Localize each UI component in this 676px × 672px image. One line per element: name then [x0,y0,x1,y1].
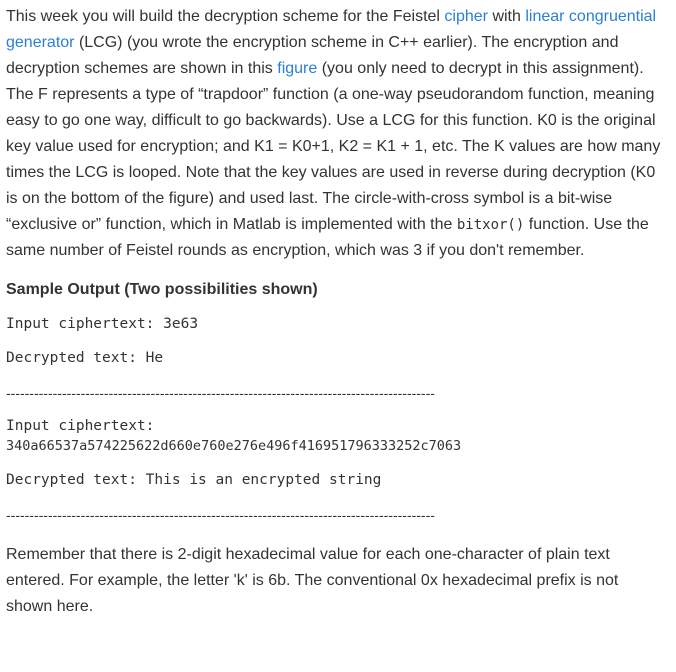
intro-text-2: with [488,8,526,25]
intro-text-3: (LCG) (you wrote the encryption scheme in C++ earlier). The encryption and decryption schemes are shown in this [6,34,619,77]
example1-output: Decrypted text: He [6,350,164,366]
cipher-link[interactable]: cipher [444,8,488,25]
intro-paragraph [6,4,668,264]
example2-input-label: Input ciphertext: [6,418,155,434]
intro-text-1: This week you will build the decryption scheme for the Feistel [6,8,445,25]
sample-output-heading: Sample Output (Two possibilities shown) [6,281,318,298]
example1-input: Input ciphertext: 3e63 [6,316,199,332]
separator-line: -------------------------------------------------------------------------------------------- [6,386,435,400]
lcg-link[interactable]: linear congruential generator [6,8,657,51]
example2-input-value: 340a66537a574225622d660e760e276e496f416951796333252c7063 [6,438,462,454]
note-paragraph: Remember that there is 2-digit hexadecimal value for each one-character of plain text entered. For example, the letter 'k' is 6b. The conventional 0x hexadecimal prefix is not shown here. [6,546,619,615]
bitxor-code: bitxor() [456,217,525,233]
separator-line: -------------------------------------------------------------------------------------------- [6,508,435,522]
example2-output: Decrypted text: This is an encrypted string [6,472,382,488]
figure-link[interactable]: figure [277,60,318,77]
intro-text-4: (you only need to decrypt in this assignment). The F represents a type of “trapdoor” function (a one-way pseudorandom function, meaning easy to go one way, difficult to go backwards). Use a LCG for this function. K0 is the original key value used for encryption; and K1 = K0+1, K2 = K1 + 1, etc. The K values are how many times the LCG is looped. Note that the key values are used in reverse during decryption (K0 is on the bottom of the figure) and used last. The circle-with-cross symbol is a bit-wise “exclusive or” function, which in Matlab is implemented with the [6,60,661,233]
intro-text-5: function. Use the same number of Feistel rounds as encryption, which was 3 if you don't remember. [6,216,649,259]
